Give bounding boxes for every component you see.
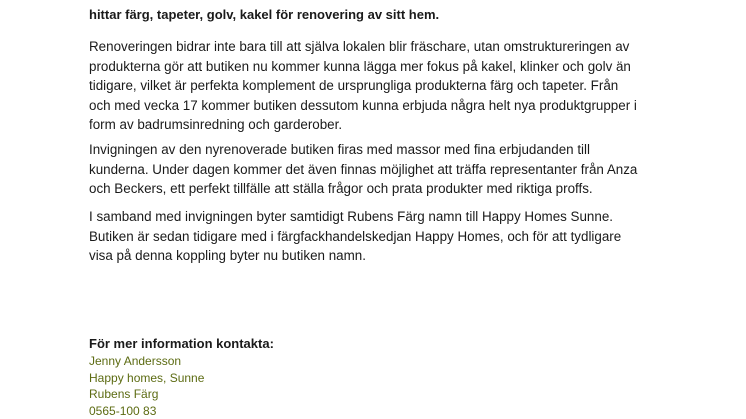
paragraph-line: och Beckers, ett perfekt tillfälle att ställa frågor och prata produkter med riktiga proffs. (89, 181, 593, 196)
contact-company: Happy homes, Sunne (89, 370, 205, 385)
lead-text: hittar färg, tapeter, golv, kakel för renovering av sitt hem. (89, 7, 440, 22)
paragraph-renovation (89, 37, 637, 135)
paragraph-line: tidigare, vilket är perfekta komplement de ursprungliga produkterna färg och tapeter. Från (89, 78, 619, 93)
paragraph-line: form av badrumsinredning och garderober. (89, 117, 343, 132)
paragraph-line: produkterna gör att butiken nu kommer kunna lägga mer fokus på kakel, klinker och golv än (89, 58, 631, 74)
contact-name: Jenny Andersson (89, 354, 182, 368)
paragraph-line: Renoveringen bidrar inte bara till att själva lokalen blir fräschare, utan omstruktureringen av (89, 39, 630, 54)
contact-list (89, 353, 204, 419)
contact-store: Rubens Färg (89, 387, 159, 401)
contact-phone: 0565-100 83 (89, 403, 157, 418)
paragraph-line: Butiken är sedan tidigare med i färgfackhandelskedjan Happy Homes, och för att tydligare (89, 228, 622, 244)
paragraph-line: I samband med invigningen byter samtidigt Rubens Färg namn till Happy Homes Sunne. (89, 209, 613, 224)
contact-heading: För mer information kontakta: (89, 336, 274, 351)
paragraph-line: och med vecka 17 kommer butiken dessutom kunna erbjuda några helt nya produktgrupper i (89, 97, 637, 113)
paragraph-line: kunderna. Under dagen kommer det även finnas möjlighet att träffa representanter från Anza (89, 161, 638, 177)
paragraph-line: visa på denna koppling byter nu butiken namn. (89, 248, 366, 263)
paragraph-line: Invigningen av den nyrenoverade butiken firas med massor med fina erbjudanden till (89, 142, 590, 157)
paragraph-name-change (89, 207, 621, 266)
paragraph-inauguration (89, 140, 637, 199)
